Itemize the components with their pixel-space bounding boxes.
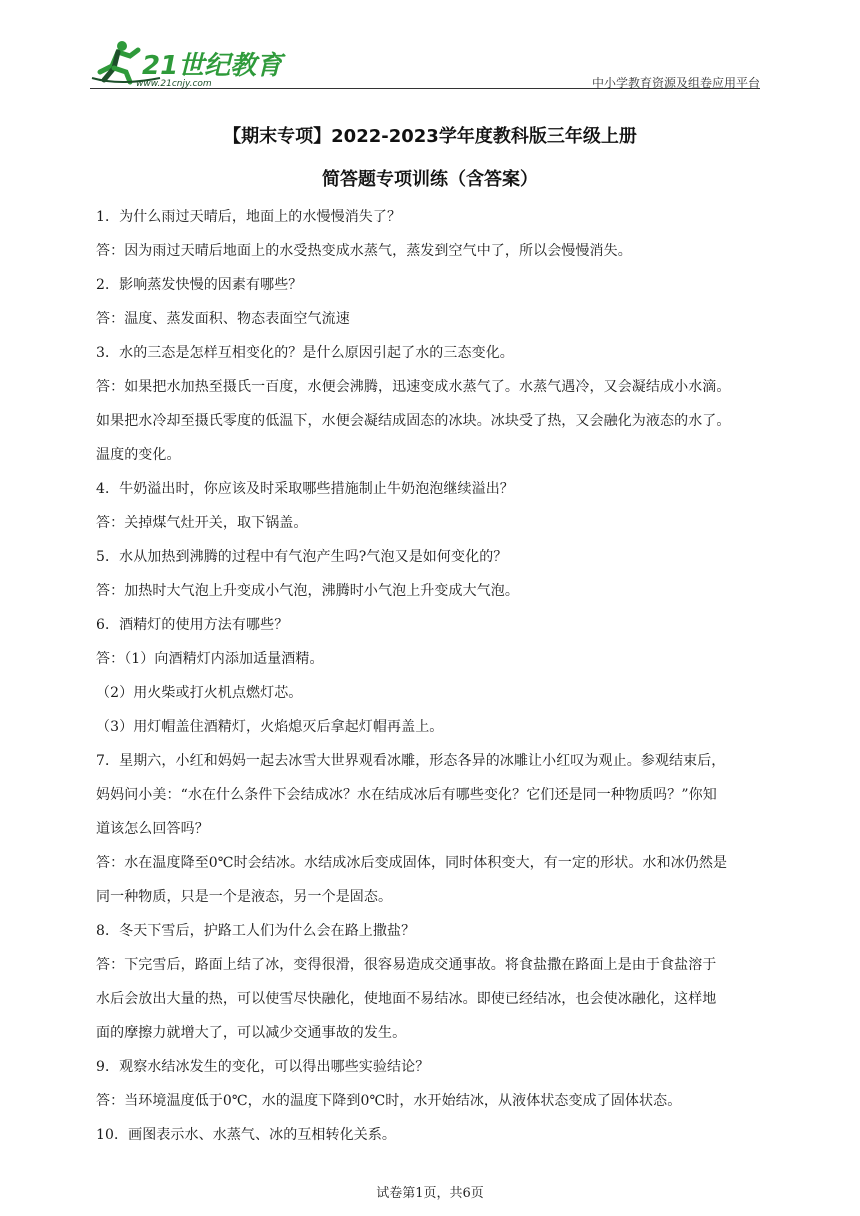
text-line: 温度的变化。 xyxy=(96,447,181,463)
text-line: 水后会放出大量的热，可以使雪尽快融化，使地面不易结冰。即使已经结冰，也会使冰融化，这样地 xyxy=(96,991,717,1007)
logo-21cnjy xyxy=(90,38,283,90)
text-line: 妈妈问小美：“水在什么条件下会结成冰？水在结成冰后有哪些变化？它们还是同一种物质吗？”你知 xyxy=(96,787,717,803)
text-line: 答：（1）向酒精灯内添加适量酒精。 xyxy=(96,651,324,667)
text-line: 同一种物质，只是一个是液态，另一个是固态。 xyxy=(96,889,393,905)
question-list xyxy=(96,200,768,1152)
text-line: 8．冬天下雪后，护路工人们为什么会在路上撒盐？ xyxy=(96,923,416,939)
text-line: 答：如果把水加热至摄氏一百度，水便会沸腾，迅速变成水蒸气了。水蒸气遇冷，又会凝结成小水滴。 xyxy=(96,379,731,395)
doc-title-line2: 简答题专项训练（含答案） xyxy=(322,169,538,190)
text-line: 9．观察水结冰发生的变化，可以得出哪些实验结论？ xyxy=(96,1059,430,1075)
text-line: 答：下完雪后，路面上结了冰，变得很滑，很容易造成交通事故。将食盐撒在路面上是由于食盐溶于 xyxy=(96,957,717,973)
text-line: 答：温度、蒸发面积、物态表面空气流速 xyxy=(96,311,350,327)
text-line: 道该怎么回答吗？ xyxy=(96,821,209,837)
text-line: 5．水从加热到沸腾的过程中有气泡产生吗?气泡又是如何变化的？ xyxy=(96,549,508,565)
text-line: 6．酒精灯的使用方法有哪些？ xyxy=(96,617,289,633)
text-line: 10．画图表示水、水蒸气、冰的互相转化关系。 xyxy=(96,1127,397,1143)
text-line: 面的摩擦力就增大了，可以减少交通事故的发生。 xyxy=(96,1025,407,1041)
text-line: 2．影响蒸发快慢的因素有哪些？ xyxy=(96,277,303,293)
header-divider xyxy=(90,88,760,89)
page-header xyxy=(90,38,760,90)
text-line: 3．水的三态是怎样互相变化的？是什么原因引起了水的三态变化。 xyxy=(96,345,514,361)
text-line: 4．牛奶溢出时，你应该及时采取哪些措施制止牛奶泡泡继续溢出？ xyxy=(96,481,514,497)
text-line: （2）用火柴或打火机点燃灯芯。 xyxy=(96,685,303,701)
svg-text:www.21cnjy.com: www.21cnjy.com xyxy=(136,79,212,89)
text-line: 答：加热时大气泡上升变成小气泡，沸腾时小气泡上升变成大气泡。 xyxy=(96,583,519,599)
platform-name: 中小学教育资源及组卷应用平台 xyxy=(591,76,760,90)
text-line: 答：水在温度降至0℃时会结冰。水结成冰后变成固体，同时体积变大，有一定的形状。水和冰仍然是 xyxy=(96,855,728,871)
text-line: 答：因为雨过天晴后地面上的水受热变成水蒸气，蒸发到空气中了，所以会慢慢消失。 xyxy=(96,243,632,259)
text-line: 答：当环境温度低于0℃，水的温度下降到0℃时，水开始结冰，从液体状态变成了固体状态。 xyxy=(96,1093,682,1109)
doc-title-line1: 【期末专项】2022-2023学年度教科版三年级上册 xyxy=(223,126,637,147)
svg-text:21世纪教育: 21世纪教育 xyxy=(142,51,283,81)
text-line: 7．星期六，小红和妈妈一起去冰雪大世界观看冰雕，形态各异的冰雕让小红叹为观止。参观结束后， xyxy=(96,753,726,769)
text-line: 答：关掉煤气灶开关，取下锅盖。 xyxy=(96,515,308,531)
text-line: （3）用灯帽盖住酒精灯，火焰熄灭后拿起灯帽再盖上。 xyxy=(96,719,444,735)
text-line: 如果把水冷却至摄氏零度的低温下，水便会凝结成固态的冰块。冰块受了热，又会融化为液态的水了。 xyxy=(96,413,731,429)
text-line: 1．为什么雨过天晴后，地面上的水慢慢消失了？ xyxy=(96,209,402,225)
page-footer: 试卷第1页，共6页 xyxy=(376,1186,484,1201)
